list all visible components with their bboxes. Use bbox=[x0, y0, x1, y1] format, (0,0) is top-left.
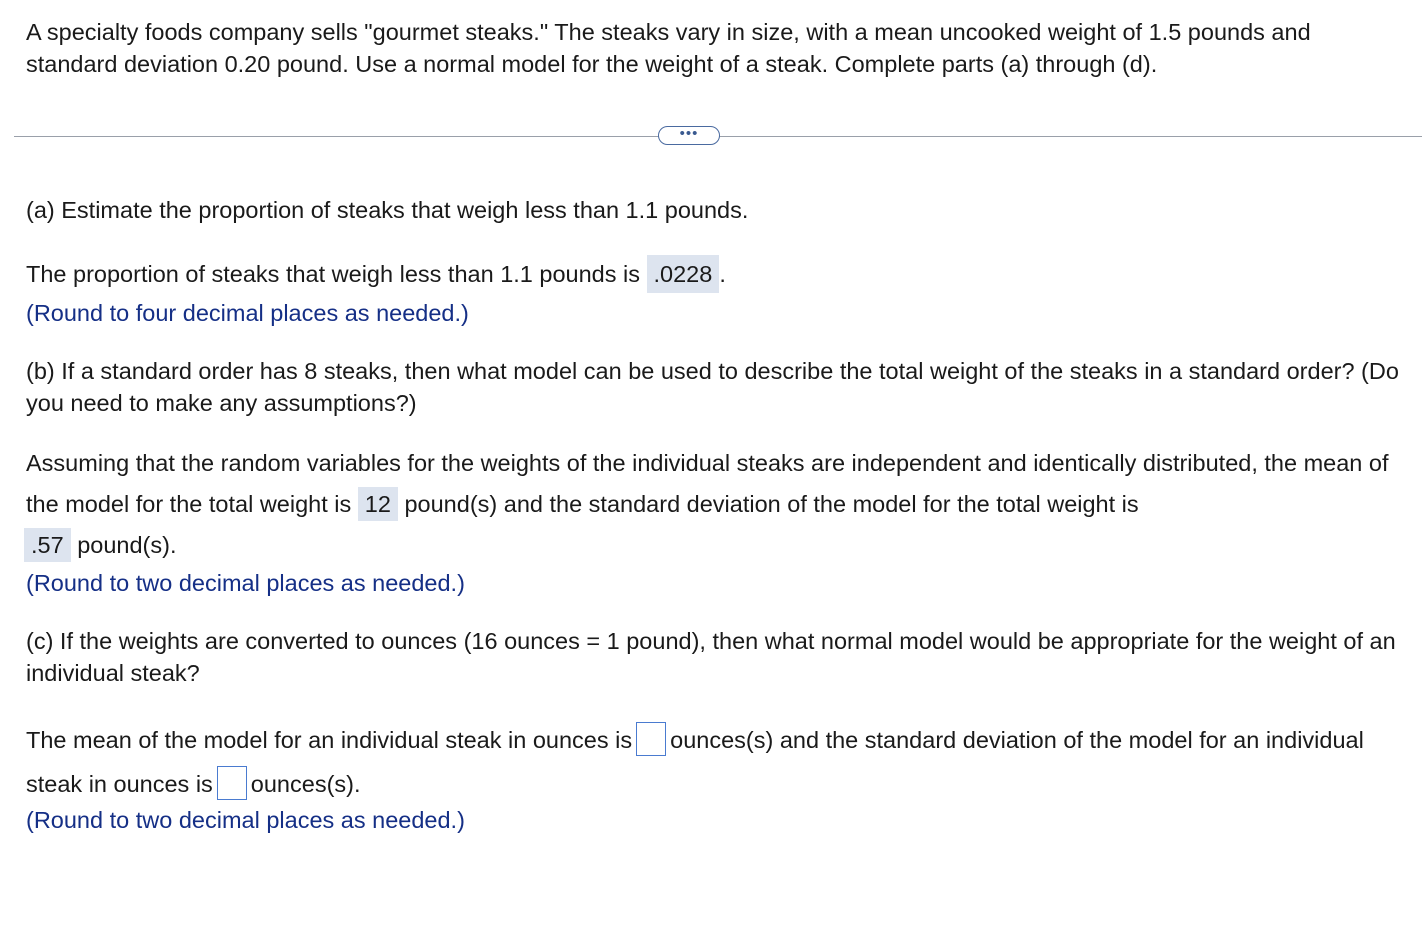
part-c-sd-input[interactable] bbox=[217, 766, 247, 800]
part-b-question bbox=[26, 355, 1404, 419]
show-more-button[interactable]: ••• bbox=[658, 126, 720, 145]
part-c-answer-prefix: The mean of the model for an individual steak in ounces is bbox=[26, 727, 633, 753]
part-b-hint-text: (Round to two decimal places as needed.) bbox=[26, 570, 465, 596]
part-c-answer-suffix: ounces(s). bbox=[250, 771, 361, 797]
problem-intro-text: A specialty foods company sells "gourmet steaks." The steaks vary in size, with a mean uncooked weight of 1.5 pounds and standard deviation 0.20 pound. Use a normal model for the weight of a steak. Complete parts (a) through (d). bbox=[26, 19, 1311, 77]
part-b-sd-value[interactable]: .57 bbox=[24, 528, 71, 562]
part-b-answer-prefix: Assuming that the random variables for the weights of the individual steaks are independent and identically distributed, the mean of the model for the total weight is bbox=[26, 450, 1389, 517]
part-c-hint-text: (Round to two decimal places as needed.) bbox=[26, 807, 465, 833]
part-a-answer-prefix: The proportion of steaks that weigh less than 1.1 pounds is bbox=[26, 261, 640, 287]
part-c-mean-input[interactable] bbox=[636, 722, 666, 756]
part-b-mean-value[interactable]: 12 bbox=[358, 487, 398, 521]
part-b-answer-suffix: pound(s). bbox=[77, 532, 177, 558]
part-a-question-text: (a) Estimate the proportion of steaks that weigh less than 1.1 pounds. bbox=[26, 197, 749, 223]
part-a-answer-value[interactable]: .0228 bbox=[647, 255, 720, 293]
part-a-answer-suffix: . bbox=[719, 261, 726, 287]
part-b-hint bbox=[26, 567, 1404, 599]
part-b-answer-mid: pound(s) and the standard deviation of the model for the total weight is bbox=[404, 491, 1139, 517]
part-c-answer-mid: ounces(s) and the standard deviation of the model for an individual steak in ounces is bbox=[26, 727, 1364, 797]
part-a-question bbox=[26, 194, 1404, 226]
part-b-question-text: (b) If a standard order has 8 steaks, then what model can be used to describe the total weight of the steaks in a standard order? (Do you need to make any assumptions?) bbox=[26, 358, 1399, 416]
part-a-hint bbox=[26, 297, 1404, 329]
part-c-question-text: (c) If the weights are converted to ounces (16 ounces = 1 pound), then what normal model would be appropriate for the weight of an individual steak? bbox=[26, 628, 1396, 686]
part-a-hint-text: (Round to four decimal places as needed.) bbox=[26, 300, 469, 326]
part-a-answer bbox=[26, 255, 1404, 293]
part-c-hint bbox=[26, 804, 1404, 836]
problem-intro bbox=[26, 16, 1404, 80]
part-b-answer bbox=[26, 443, 1404, 566]
part-c-question bbox=[26, 625, 1404, 689]
part-c-answer bbox=[26, 718, 1404, 806]
